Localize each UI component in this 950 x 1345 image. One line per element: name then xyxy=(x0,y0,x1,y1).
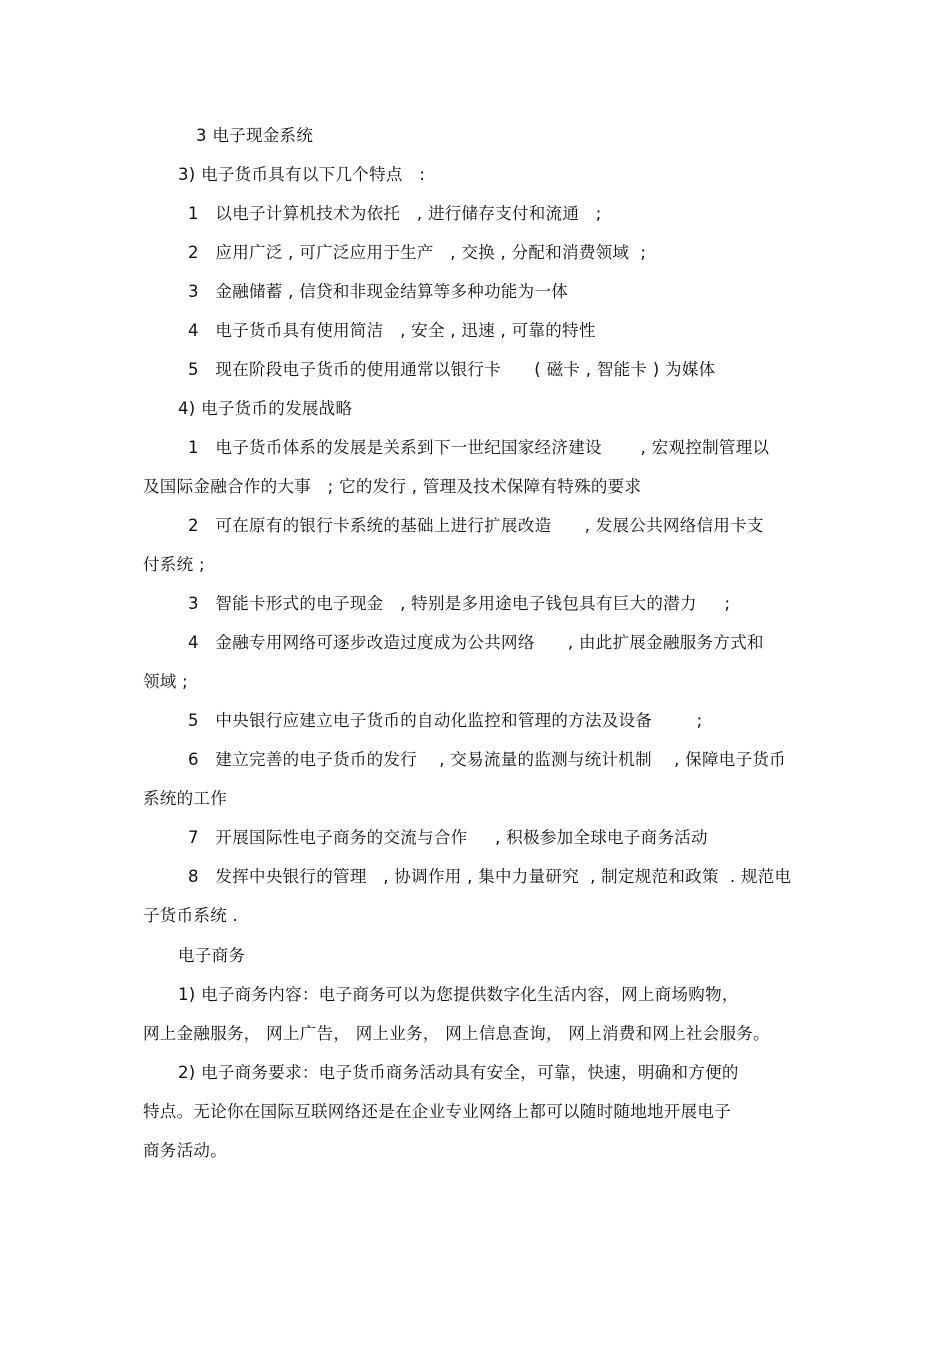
strategy-item-6-cont: 系统的工作 xyxy=(143,789,227,808)
ecommerce-requirements-cont-2: 商务活动。 xyxy=(143,1141,227,1160)
strategy-item-8: 8 发挥中央银行的管理 , 协调作用 , 集中力量研究 , 制定规范和政策 . 规范电 xyxy=(188,867,792,886)
strategy-item-7: 7 开展国际性电子商务的交流与合作 , 积极参加全球电子商务活动 xyxy=(188,828,708,847)
feature-item-1: 1 以电子计算机技术为依托 , 进行储存支付和流通 ; xyxy=(188,204,602,223)
strategy-item-8-cont: 子货币系统 . xyxy=(143,906,239,925)
ecommerce-content: 1) 电子商务内容：电子商务可以为您提供数字化生活内容，网上商场购物， xyxy=(178,985,739,1004)
ecommerce-requirements-cont-1: 特点。无论你在国际互联网络还是在企业专业网络上都可以随时随地地开展电子 xyxy=(143,1102,731,1121)
feature-item-5: 5 现在阶段电子货币的使用通常以银行卡 ( 磁卡 , 智能卡 ) 为媒体 xyxy=(188,360,716,379)
strategy-item-1: 1 电子货币体系的发展是关系到下一世纪国家经济建设 , 宏观控制管理以 xyxy=(188,438,770,457)
section-heading-strategy: 4) 电子货币的发展战略 xyxy=(178,399,353,418)
section-heading-features: 3) 电子货币具有以下几个特点 : xyxy=(178,165,426,184)
strategy-item-6: 6 建立完善的电子货币的发行 , 交易流量的监测与统计机制 , 保障电子货币 xyxy=(188,750,786,769)
ecommerce-content-cont: 网上金融服务， 网上广告， 网上业务， 网上信息查询， 网上消费和网上社会服务。 xyxy=(143,1024,770,1043)
strategy-item-2-cont: 付系统 ; xyxy=(143,555,205,574)
strategy-item-5: 5 中央银行应建立电子货币的自动化监控和管理的方法及设备 ; xyxy=(188,711,703,730)
feature-item-3: 3 金融储蓄 , 信贷和非现金结算等多种功能为一体 xyxy=(188,282,569,301)
strategy-item-4-cont: 领域 ; xyxy=(143,672,189,691)
strategy-item-1-cont: 及国际金融合作的大事 ; 它的发行 , 管理及技术保障有特殊的要求 xyxy=(143,477,642,496)
feature-item-2: 2 应用广泛 , 可广泛应用于生产 , 交换 , 分配和消费领域 ; xyxy=(188,243,647,262)
strategy-item-2: 2 可在原有的银行卡系统的基础上进行扩展改造 , 发展公共网络信用卡支 xyxy=(188,516,764,535)
heading-electronic-cash-system: 3 电子现金系统 xyxy=(196,126,314,145)
section-heading-ecommerce: 电子商务 xyxy=(178,946,246,965)
strategy-item-3: 3 智能卡形式的电子现金 , 特别是多用途电子钱包具有巨大的潜力 ; xyxy=(188,594,731,613)
strategy-item-4: 4 金融专用网络可逐步改造过度成为公共网络 , 由此扩展金融服务方式和 xyxy=(188,633,764,652)
feature-item-4: 4 电子货币具有使用简洁 , 安全 , 迅速 , 可靠的特性 xyxy=(188,321,596,340)
ecommerce-requirements: 2) 电子商务要求：电子货币商务活动具有安全，可靠，快速，明确和方便的 xyxy=(178,1063,739,1082)
